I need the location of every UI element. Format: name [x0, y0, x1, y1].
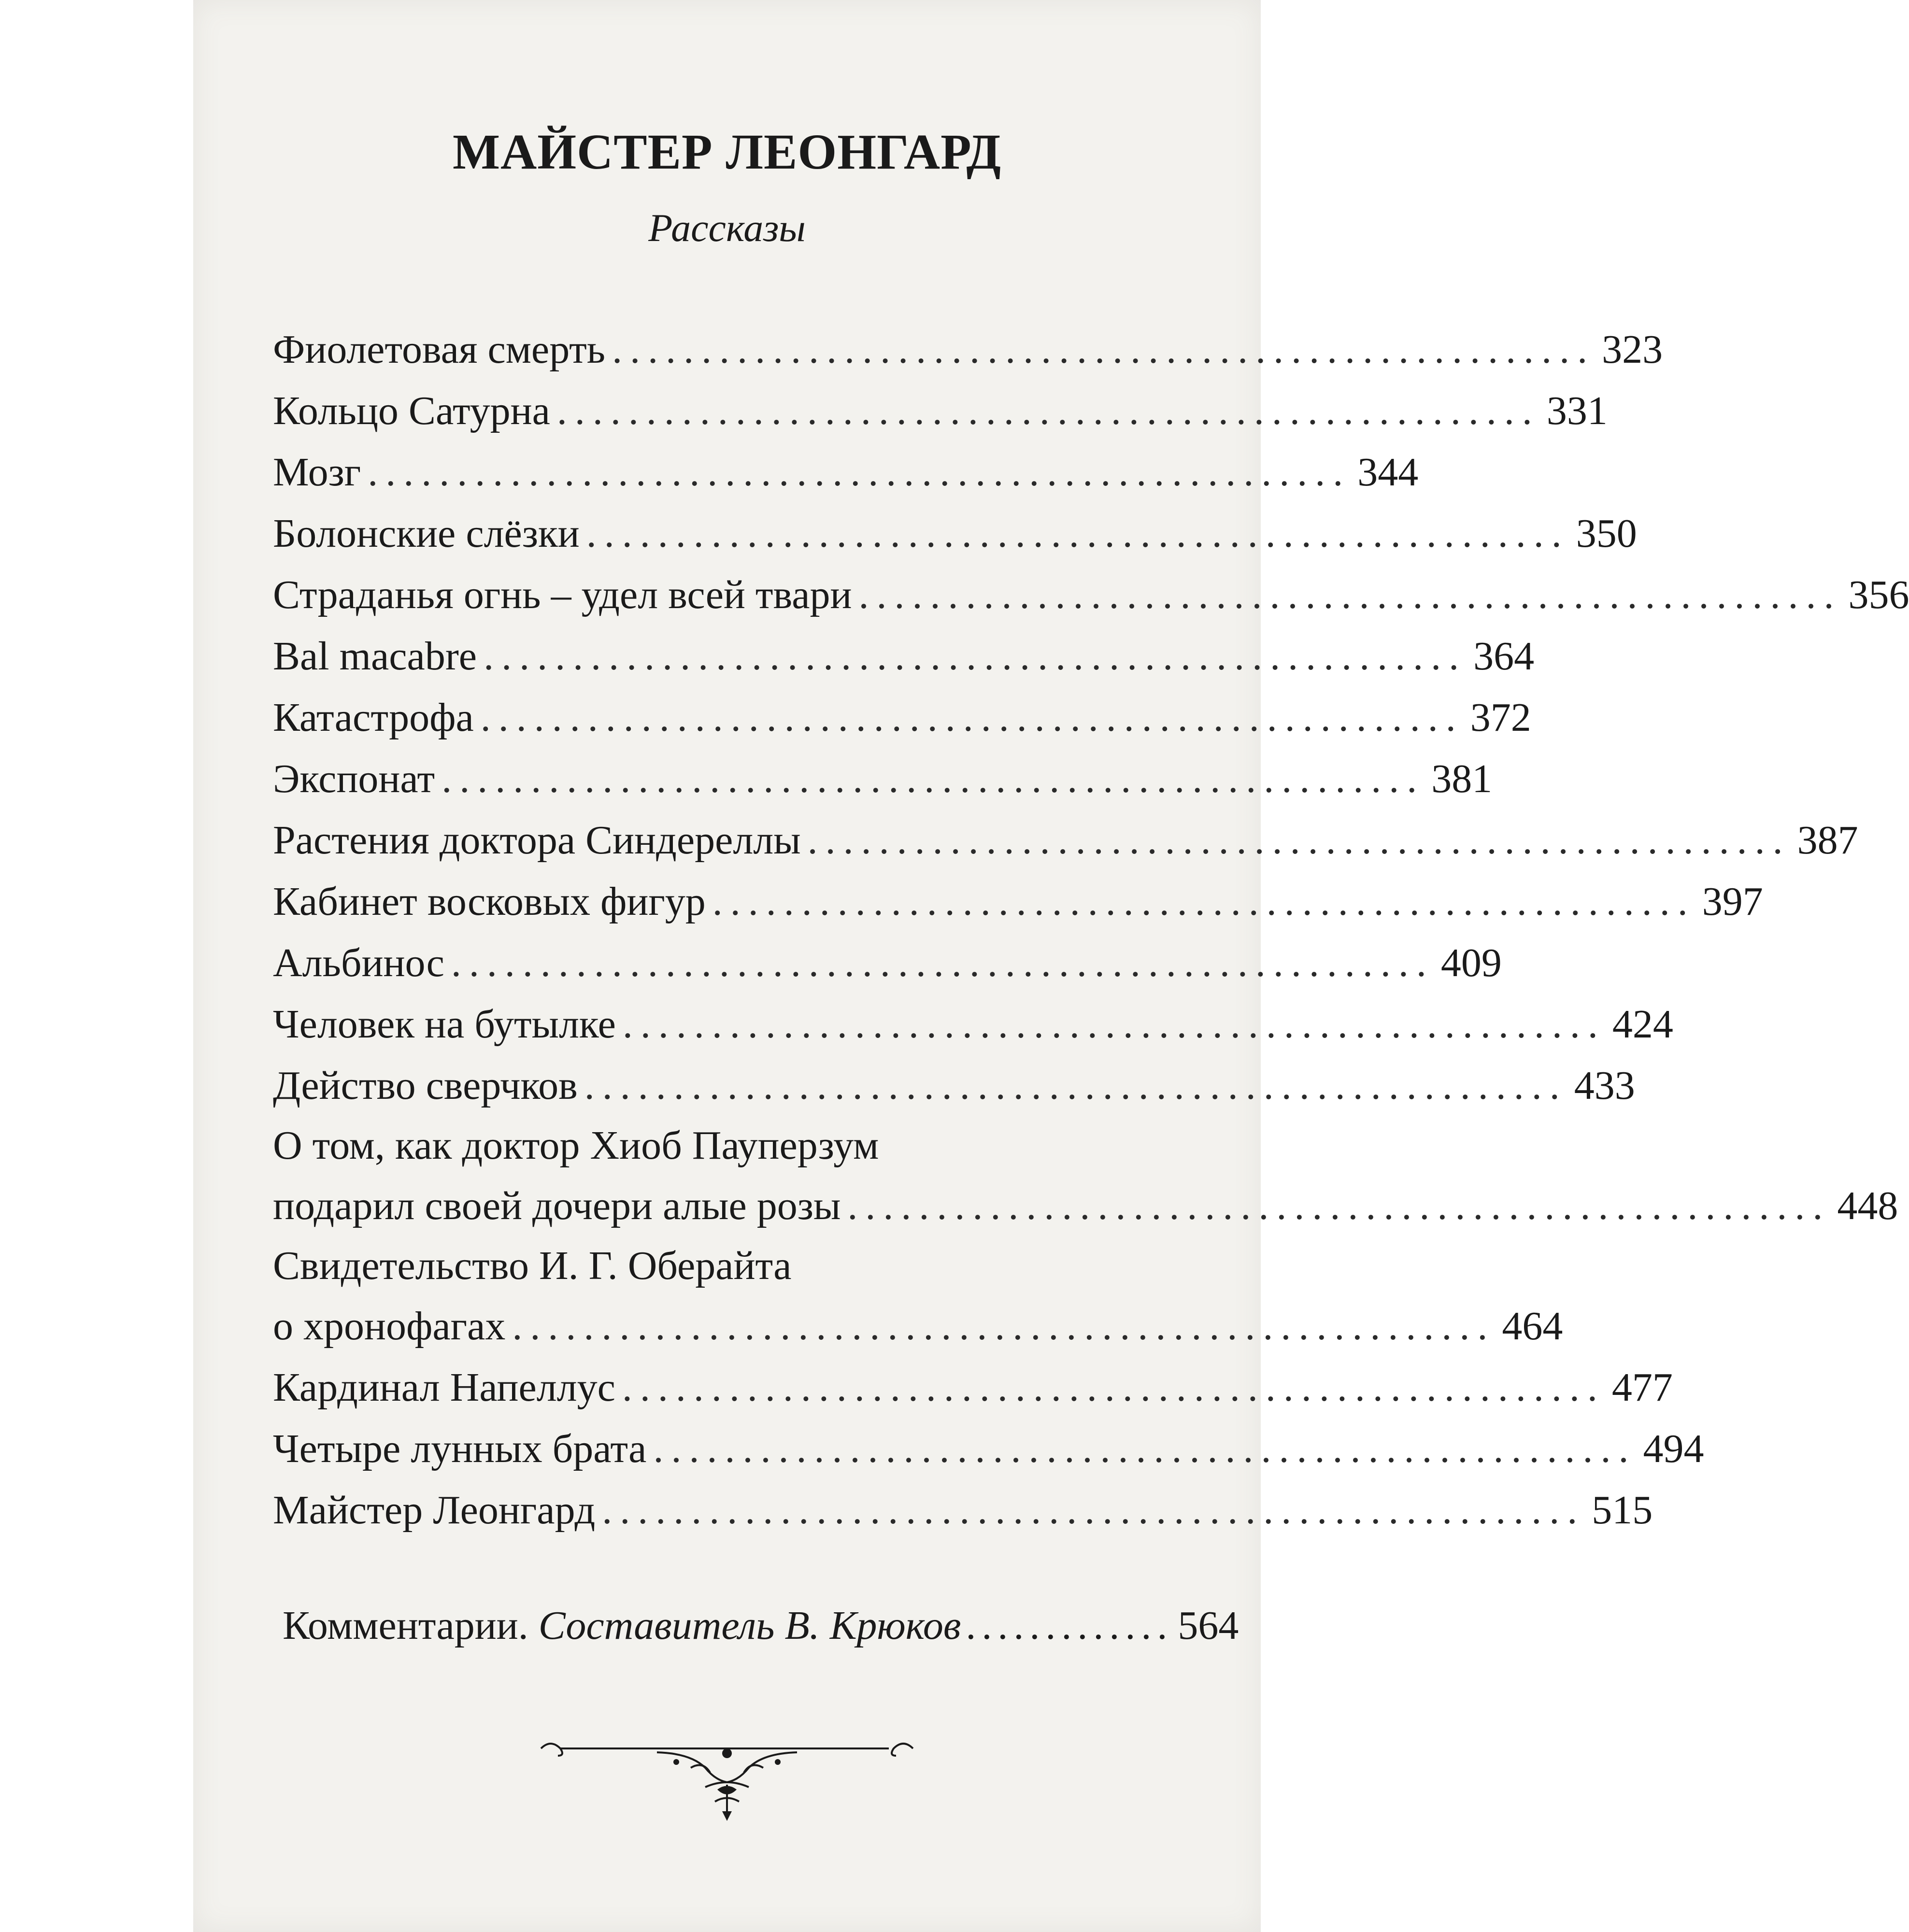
toc-entry-page: 331	[1546, 388, 1608, 433]
commentary-label: Комментарии.	[283, 1603, 528, 1648]
leader-dots: .......................................................	[653, 1426, 1637, 1471]
leader-dots: .......................................................	[368, 450, 1351, 495]
section-title: МАЙСТЕР ЛЕОНГАРД	[452, 124, 1002, 180]
toc-entry-title: Растения доктора Синдереллы	[273, 818, 801, 863]
toc-entry-page: 387	[1797, 818, 1858, 863]
commentary-author: Составитель В. Крюков	[538, 1603, 961, 1648]
leader-dots: .......................................................	[484, 634, 1467, 679]
toc-entry-page: 448	[1837, 1183, 1898, 1228]
toc-entry-title-line1: О том, как доктор Хиоб Пауперзум	[273, 1123, 879, 1168]
section-subtitle: Рассказы	[648, 206, 806, 250]
leader-dots: .......................................................	[451, 940, 1434, 985]
toc-entry-page: 381	[1431, 756, 1493, 801]
toc-entry[interactable]	[273, 380, 1608, 441]
toc-entry-page: 515	[1592, 1488, 1653, 1533]
leader-dots: .......................................................	[556, 388, 1540, 433]
toc-entry-page: 372	[1470, 695, 1531, 740]
toc-entry[interactable]	[273, 871, 1763, 932]
toc-entry[interactable]	[273, 748, 1493, 810]
toc-entry-page: 409	[1440, 940, 1502, 985]
toc-entry-title: Болонские слёзки	[273, 511, 580, 556]
toc-entry[interactable]	[273, 319, 1663, 380]
toc-entry[interactable]	[273, 994, 1673, 1055]
toc-entry-first-line[interactable]	[273, 1116, 1179, 1175]
toc-entry-page: 477	[1611, 1365, 1673, 1410]
toc-entry-title: Действо сверчков	[273, 1063, 578, 1108]
toc-entry[interactable]	[273, 1357, 1673, 1418]
toc-entry-page: 397	[1702, 879, 1763, 924]
toc-entry-title: Майстер Леонгард	[273, 1488, 596, 1533]
commentary-page: 564	[1178, 1603, 1239, 1648]
toc-entry-title: Мозг	[273, 450, 361, 495]
toc-entry-title-line1: Свидетельство И. Г. Оберайта	[273, 1243, 792, 1288]
toc-entry-title: Фиолетовая смерть	[273, 327, 606, 372]
toc-entry[interactable]	[273, 503, 1637, 564]
leader-dots: .......................................................	[512, 1304, 1496, 1349]
toc-entry-title: подарил своей дочери алые розы	[273, 1183, 841, 1228]
leader-dots: .......................................................	[586, 511, 1569, 556]
toc-entry-title: Катастрофа	[273, 695, 474, 740]
toc-entry[interactable]	[273, 687, 1531, 748]
toc-entry[interactable]	[273, 1295, 1563, 1357]
toc-entry-title: Альбинос	[273, 940, 444, 985]
leader-dots: .......................................................	[807, 818, 1791, 863]
toc-entry-page: 494	[1643, 1426, 1704, 1471]
decorative-flourish-icon	[531, 1734, 923, 1826]
toc-entry-page: 323	[1602, 327, 1663, 372]
toc-entry-title: Страданья огнь – удел всей твари	[273, 572, 852, 617]
toc-entry-first-line[interactable]	[273, 1236, 1179, 1295]
toc-entry[interactable]	[273, 625, 1535, 687]
leader-dots: .......................................................	[480, 695, 1464, 740]
leader-dots: .......................................................	[858, 572, 1842, 617]
toc-entry[interactable]	[273, 932, 1502, 994]
leader-dots: .......................................................	[584, 1063, 1567, 1108]
leader-dots: .......................................................	[622, 1002, 1606, 1047]
toc-entry[interactable]	[273, 1175, 1898, 1236]
toc-entry-page: 464	[1502, 1304, 1563, 1349]
toc-entry-page: 356	[1848, 572, 1909, 617]
toc-entry-title: Экспонат	[273, 756, 435, 801]
leader-dots: .............	[966, 1603, 1173, 1648]
toc-entry-title: о хронофагах	[273, 1304, 506, 1349]
toc-entry-title: Четыре лунных брата	[273, 1426, 647, 1471]
table-of-contents	[273, 319, 1909, 1541]
toc-entry-page: 433	[1574, 1063, 1635, 1108]
leader-dots: .......................................................	[847, 1183, 1831, 1228]
leader-dots: .......................................................	[712, 879, 1695, 924]
book-page	[193, 0, 1909, 1932]
toc-entry-title: Кольцо Сатурна	[273, 388, 550, 433]
toc-entry[interactable]	[273, 441, 1419, 503]
toc-entry-page: 344	[1357, 450, 1419, 495]
leader-dots: .......................................................	[612, 327, 1596, 372]
toc-entry-title: Кабинет восковых фигур	[273, 879, 706, 924]
toc-entry[interactable]	[273, 564, 1909, 625]
toc-entry[interactable]	[273, 1479, 1653, 1541]
toc-entry-page: 350	[1576, 511, 1637, 556]
toc-entry-title: Bal macabre	[273, 634, 477, 679]
toc-entry[interactable]	[273, 810, 1858, 871]
commentary-entry[interactable]	[283, 1602, 1239, 1649]
toc-entry[interactable]	[273, 1055, 1635, 1116]
leader-dots: .......................................................	[622, 1365, 1605, 1410]
leader-dots: .......................................................	[602, 1488, 1585, 1533]
toc-entry-page: 364	[1473, 634, 1535, 679]
leader-dots: .......................................................	[442, 756, 1425, 801]
toc-entry-title: Человек на бутылке	[273, 1002, 616, 1047]
toc-entry[interactable]	[273, 1418, 1704, 1479]
toc-entry-page: 424	[1612, 1002, 1673, 1047]
toc-entry-title: Кардинал Напеллус	[273, 1365, 615, 1410]
